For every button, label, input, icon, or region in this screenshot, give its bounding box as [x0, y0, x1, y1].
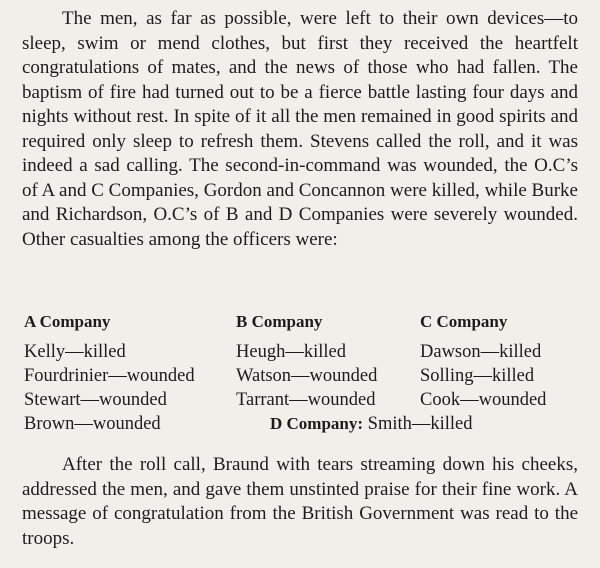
- casualty-entry-d1: Smith—killed: [367, 414, 473, 434]
- heading-c-company: C Company: [420, 312, 508, 331]
- casualty-entry-c3: Cook—wounded: [420, 390, 547, 410]
- heading-d-company: D Company:: [270, 414, 364, 433]
- casualty-entry-c2: Solling—killed: [420, 366, 535, 386]
- casualty-entry-b2: Watson—wounded: [236, 366, 378, 386]
- paragraph-roll-call: The men, as far as possible, were left to their own devices—to sleep, swim or mend clothes, but first they received the heartfelt congratulations of mates, and the news of those who had fallen. The baptism of fire had turned out to be a fierce battle lasting four days and nights without rest. In spite of it all the men remained in good spirits and required only sleep to refresh them. Stevens called the roll, and it was indeed a sad calling. The second-in-command was wounded, the O.C’s of A and C Companies, Gordon and Concannon were killed, while Burke and Richardson, O.C’s of B and D Companies were severely wounded. Other casualties among the officers were:: [22, 8, 578, 250]
- d-company-line: [270, 414, 473, 435]
- heading-a-company: A Company: [24, 312, 111, 331]
- casualty-entry-a3: Stewart—wounded: [24, 390, 167, 410]
- casualty-entry-a4: Brown—wounded: [24, 414, 161, 434]
- casualty-entry-a2: Fourdrinier—wounded: [24, 366, 195, 386]
- casualty-entry-b1: Heugh—killed: [236, 342, 346, 362]
- heading-b-company: B Company: [236, 312, 323, 331]
- casualty-entry-b3: Tarrant—wounded: [236, 390, 376, 410]
- casualty-entry-a1: Kelly—killed: [24, 342, 126, 362]
- paragraph-after-roll-call: After the roll call, Braund with tears streaming down his cheeks, addressed the men, and gave them unstinted praise for their fine work. A message of congratulation from the British Government was read to the troops.: [22, 454, 578, 549]
- casualty-entry-c1: Dawson—killed: [420, 342, 542, 362]
